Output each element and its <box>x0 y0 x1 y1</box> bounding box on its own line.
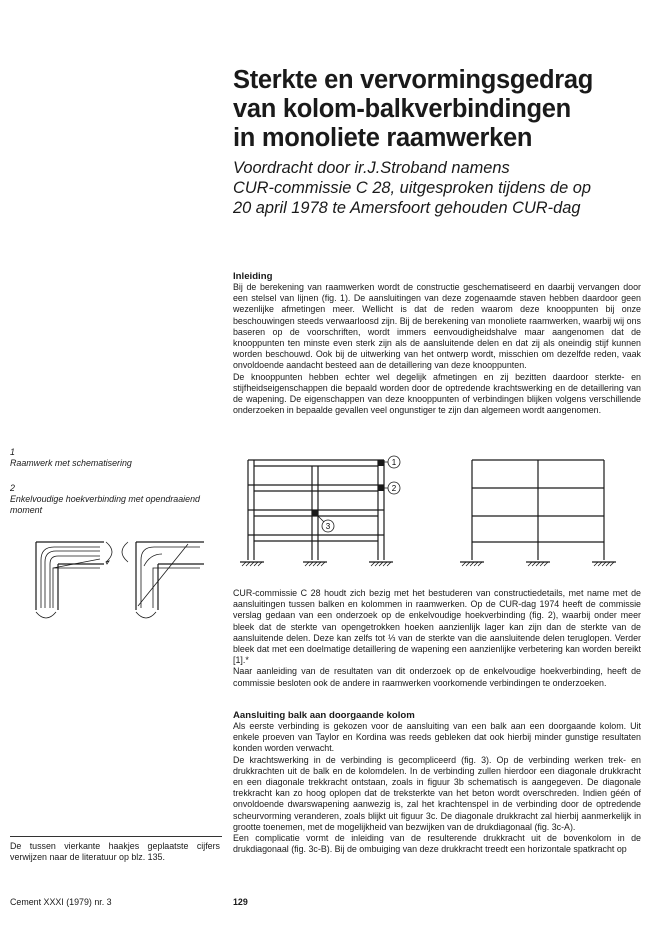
joint-label: 1 <box>391 458 397 467</box>
section-heading: Inleiding <box>233 271 273 282</box>
figure-2-corner-joints <box>10 520 210 620</box>
joint-marker <box>312 510 318 516</box>
paragraph: Naar aanleiding van de resultaten van dit onderzoek op de enkelvoudige hoekverbinding, heeft de commissie besloten ook de andere in raamwerken voorkomende verbindingen te onderzoeken. <box>233 666 641 688</box>
caption-number: 1 <box>10 447 15 457</box>
joint-marker <box>378 485 384 491</box>
paragraph: Een complicatie vormt de inleiding van de resulterende drukkracht uit de bovenkolom in de drukdiagonaal (fig. 3c-B). Bij de ombuiging van deze drukkracht treedt een horizontale spatkracht op <box>233 833 641 855</box>
caption-text: Raamwerk met schematisering <box>10 458 132 468</box>
subtitle-line: Voordracht door ir.J.Stroband namens <box>233 159 510 177</box>
joint-label: 2 <box>391 484 397 493</box>
paragraph: CUR-commissie C 28 houdt zich bezig met het bestuderen van constructiedetails, met name met de aansluitingen tussen balken en kolommen in raamwerken. Op de CUR-dag 1974 heeft de commissie verslag gedaan van een onderzoek op de enkelvoudige hoekverbinding (fig. 2), waarbij onder meer bleek dat de sterkte van opengetrokken hoeken aanzienlijk lager kan zijn dan de sterkte van de aansluitende delen. Deze kan zelfs tot ⅓ van de sterkte van die aansluitende delen teruglopen. Verder bleek dat met een doelmatige detaillering de wapening een aanzienlijke verbetering kan worden bereikt [1].* <box>233 588 641 666</box>
section-heading: Aansluiting balk aan doorgaande kolom <box>233 710 415 721</box>
page-number: 129 <box>233 897 248 907</box>
article-title <box>233 66 643 153</box>
caption-number: 2 <box>10 483 15 493</box>
corner-joint-right <box>122 542 204 618</box>
joint-marker <box>378 460 384 466</box>
title-line: in monoliete raamwerken <box>233 124 533 152</box>
frame-real <box>240 456 400 566</box>
frame-schematic <box>460 460 616 566</box>
section-inleiding <box>233 271 641 416</box>
joint-label: 3 <box>325 522 331 531</box>
journal-reference: Cement XXXI (1979) nr. 3 <box>10 897 112 907</box>
section-cur-commissie <box>233 588 641 689</box>
subtitle-line: 20 april 1978 te Amersfoort gehouden CUR-dag <box>233 199 581 217</box>
paragraph: Als eerste verbinding is gekozen voor de aansluiting van een balk aan een doorgaande kolom. Uit enkele proeven van Taylor en Kordina was reeds gebleken dat ook hierbij minder gunstige resultaten konden worden verwacht. <box>233 721 641 754</box>
footnote-rule <box>10 836 222 837</box>
subtitle-line: CUR-commissie C 28, uitgesproken tijdens de op <box>233 179 592 197</box>
footnote: De tussen vierkante haakjes geplaatste cijfers verwijzen naar de literatuur op blz. 135. <box>10 841 220 862</box>
paragraph: De knooppunten hebben echter wel degelijk afmetingen en zij bezitten daardoor sterkte- en stijfheidseigenschappen die bepaald worden door de optredende krachtswerking en de detaillering van de wapening. De eigenschappen van deze knooppunten of verbindingen blijken volgens verschillende onderzoeken in bepaalde gevallen veel ongunstiger te zijn dan algemeen wordt aangenomen. <box>233 371 641 416</box>
section-aansluiting <box>233 710 641 855</box>
figure-caption-1 <box>10 447 200 469</box>
corner-joint-left <box>36 542 112 618</box>
title-line: Sterkte en vervormingsgedrag <box>233 66 594 94</box>
figure-1-frame <box>240 452 660 577</box>
figure-caption-2 <box>10 483 200 516</box>
paragraph: De krachtswerking in de verbinding is gecompliceerd (fig. 3). Op de verbinding werken trek- en drukkrachten uit de balk en de kolomdelen. In de verbinding zullen hierdoor een diagonale drukkracht en een diagonale trekkracht ontstaan, zoals in figuur 3b schematisch is aangegeven. De diagonale trekkracht kan zo hoog oplopen dat de treksterkte van het beton wordt overschreden. Indien géén of onvoldoende dwarswapening aanwezig is, zal het krachtenspel in de verbinding door de optredende scheurvorming veranderen, zoals blijkt uit figuur 3c. De diagonale drukkracht zal hierbij aanmerkelijk in grootte toenemen, met de mogelijkheid van bezwijken van de drukdiagonaal (fig. 3c-A). <box>233 754 641 832</box>
title-line: van kolom-balkverbindingen <box>233 95 571 123</box>
paragraph: Bij de berekening van raamwerken wordt de constructie geschematiseerd en daarbij vervangen door een stelsel van lijnen (fig. 1). De aansluitingen van deze zogenaamde staven hebben daardoor geen wezenlijke afmetingen meer. Wellicht is dat de reden waarom deze knooppunten bij onze beschouwingen steeds verwaarloosd zijn. Bij de berekening van monoliete raamwerken, waarbij wij ons baseren op de voorschriften, wordt immers eenvoudigheidshalve maar aangenomen dat de knooppunten ten minste even sterk zijn als de aansluitende delen en dat zij als oneindig stijf kunnen worden beschouwd. Ook bij de uitwerking van het ontwerp wordt, misschien om dezelfde reden, vaak onvoldoende aandacht besteed aan de detaillering van deze knooppunten. <box>233 282 641 371</box>
article-subtitle <box>233 158 653 218</box>
caption-text: Enkelvoudige hoekverbinding met opendraaiend moment <box>10 494 200 515</box>
